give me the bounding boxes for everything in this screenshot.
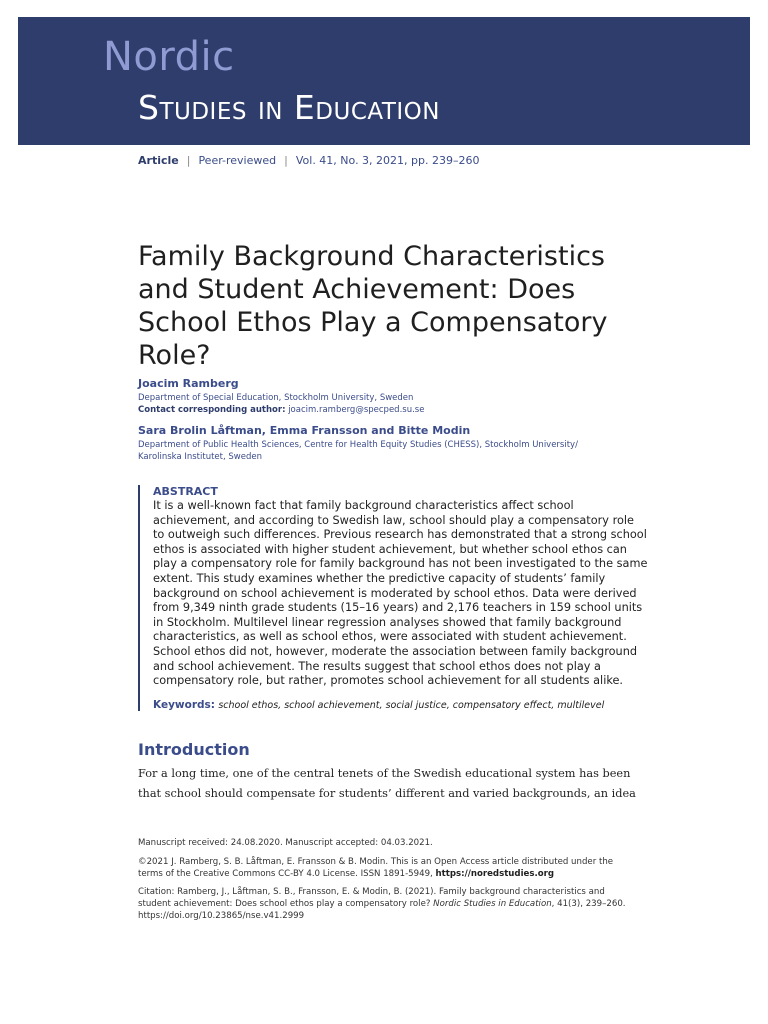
article-type: Article <box>138 154 179 167</box>
citation-text: Citation: Ramberg, J., Låftman, S. B., Fransson, E. & Modin, B. (2021). Family background characteristics and student achievement: Does school ethos play a compensatory role? <box>138 887 605 909</box>
keywords-line <box>153 699 648 711</box>
abstract-text: It is a well-known fact that family background characteristics affect school achievement, and according to Swedish law, school should play a compensatory role to outweigh such differences. Previous research has demonstrated that a strong school ethos is associated with higher student achievement, but whether school ethos can play a compensatory role for family background has not been investigated to the same extent. This study examines whether the predictive capacity of students’ family background on school achievement is moderated by school ethos. Data were derived from 9,349 ninth grade students (15–16 years) and 2,176 teachers in 159 school units in Stockholm. Multilevel linear regression analyses showed that family background characteristics, as well as school ethos, were associated with student achievement. School ethos did not, however, moderate the association between family background and school achievement. The results suggest that school ethos does not play a compensatory role, but rather, promotes school achievement for all students alike. <box>153 499 648 688</box>
license-link[interactable]: https://noredstudies.org <box>435 869 555 879</box>
review-status: Peer-reviewed <box>198 154 277 167</box>
journal-banner <box>18 17 750 145</box>
first-author-affiliation: Department of Special Education, Stockholm University, Sweden <box>138 393 414 403</box>
introduction-text: For a long time, one of the central tenets of the Swedish educational system has been that school should compensate for students’ different and varied backgrounds, an idea <box>138 767 636 800</box>
volume-info: Vol. 41, No. 3, 2021, pp. 239–260 <box>295 154 480 167</box>
manuscript-dates: Manuscript received: 24.08.2020. Manuscript accepted: 04.03.2021. <box>138 838 433 848</box>
citation-details[interactable]: , 41(3), 239–260. https://doi.org/10.23865/nse.v41.2999 <box>138 899 626 921</box>
license-note <box>138 856 638 880</box>
other-authors: Sara Brolin Låftman, Emma Fransson and Bitte Modin <box>138 424 471 437</box>
license-text: ©2021 J. Ramberg, S. B. Låftman, E. Fransson & B. Modin. This is an Open Access article distributed under the terms of the Creative Commons CC-BY 4.0 License. ISSN 1891-5949, <box>138 857 614 879</box>
abstract-section <box>138 485 648 711</box>
article-meta <box>138 154 480 167</box>
citation-journal: Nordic Studies in Education <box>433 899 552 909</box>
journal-name-nordic: Nordic <box>103 34 235 80</box>
keywords-label: Keywords: <box>153 698 215 711</box>
abstract-heading: ABSTRACT <box>153 485 218 498</box>
introduction-heading: Introduction <box>138 740 250 759</box>
citation-note <box>138 886 638 922</box>
journal-name-studies: Studies in Education <box>138 88 440 127</box>
separator: | <box>284 154 288 167</box>
article-title: Family Background Characteristics and Student Achievement: Does School Ethos Play a Compensatory Role? <box>138 241 608 371</box>
contact-line <box>138 404 424 416</box>
contact-email[interactable]: joacim.ramberg@specped.su.se <box>288 405 425 415</box>
first-author: Joacim Ramberg <box>138 377 239 390</box>
other-authors-affiliation: Department of Public Health Sciences, Centre for Health Equity Studies (CHESS), Stockholm University/ Karolinska Institutet, Sweden <box>138 440 578 462</box>
separator: | <box>186 154 191 167</box>
keywords-list: school ethos, school achievement, social justice, compensatory effect, multilevel <box>218 699 605 711</box>
contact-label: Contact corresponding author: <box>138 405 286 415</box>
